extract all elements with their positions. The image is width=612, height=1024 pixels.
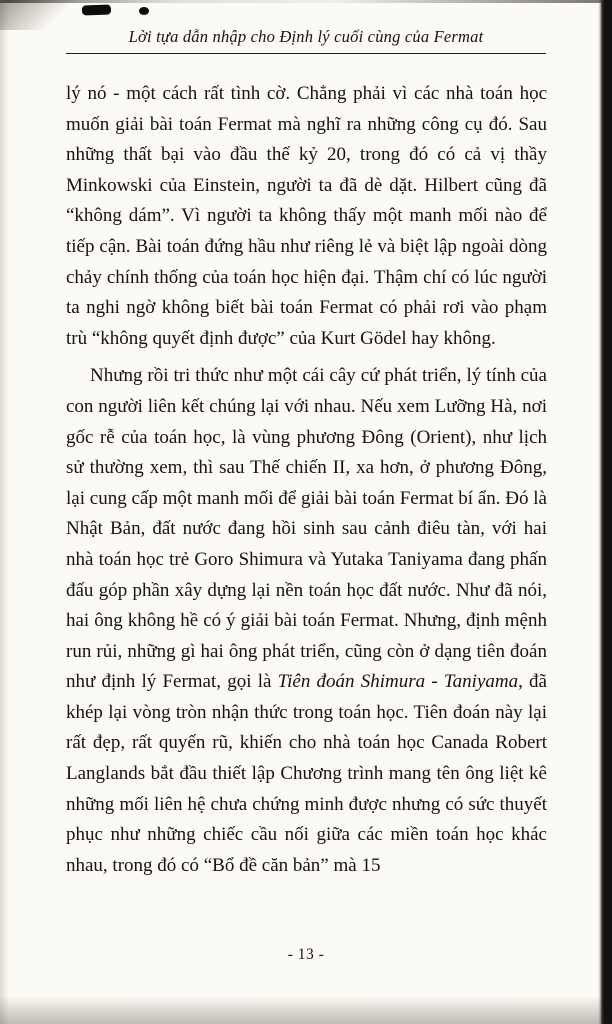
scan-bottom-shadow — [0, 996, 612, 1024]
page-body — [66, 79, 547, 881]
italic-term: Tiên đoán Shimura - Taniyama — [277, 671, 519, 693]
paragraph-2 — [66, 361, 547, 881]
page-number: - 13 - — [287, 946, 325, 963]
scan-ink-mark — [82, 4, 111, 15]
page-header — [66, 27, 546, 54]
text-segment: , đã khép lại vòng tròn nhận thức trong toán học. Tiên đoán này lại rất đẹp, rất quyến rũ, khiến cho nhà toán học Canada Robert Langlands bắt đầu thiết lập Chương trình mang tên ông liệt kê những mối liên hệ chưa chứng minh được nhưng có sức thuyết phục như những chiếc cầu nối giữa các miền toán học khác nhau, trong đó có “Bổ đề căn bản” mà 15 — [66, 671, 547, 876]
text-segment: lý nó - một cách rất tình cờ. Chẳng phải vì các nhà toán học muốn giải bài toán Fermat mà nghĩ ra những công cụ đó. Sau những thất bại vào đầu thế kỷ 20, trong đó có cả vị thầy Minkowski của Einstein, người ta đã dè dặt. Hilbert cũng đã “không dám”. Vì người ta không thấy một manh mối nào để tiếp cận. Bài toán đứng hầu như riêng lẻ và biệt lập ngoài dòng chảy chính thống của toán học hiện đại. Thậm chí có lúc người ta nghi ngờ không biết bài toán Fermat có phải rơi vào phạm trù “không quyết định được” của Kurt Gödel hay không. — [66, 83, 547, 349]
header-rule — [66, 53, 546, 54]
scan-top-edge-artifact — [0, 0, 612, 3]
text-segment: Nhưng rồi tri thức như một cái cây cứ phát triển, lý tính của con người liên kết chúng lại với nhau. Nếu xem Lưỡng Hà, nơi gốc rễ của toán học, là vùng phương Đông (Orient), như lịch sử thường xem, thì sau Thế chiến II, xa hơn, ở phương Đông, lại cung cấp một manh mối để giải bài toán Fermat bí ẩn. Đó là Nhật Bản, đất nước đang hồi sinh sau cảnh điêu tàn, với hai nhà toán học trẻ Goro Shimura và Yutaka Taniyama đang phấn đấu góp phần xây dựng lại nền toán học đất nước. Như đã nói, hai ông không hề có ý giải bài toán Fermat. Nhưng, định mệnh run rủi, những gì hai ông phát triển, cũng còn ở dạng tiên đoán như định lý Fermat, gọi là — [66, 365, 547, 693]
scan-left-shadow — [0, 0, 9, 1024]
scan-ink-mark — [139, 7, 149, 15]
page-footer — [66, 946, 546, 964]
scan-edge-right-artifact — [598, 0, 612, 1024]
scan-corner-shadow — [0, 0, 78, 30]
running-header-title: Lời tựa dẫn nhập cho Định lý cuối cùng của Fermat — [128, 27, 484, 46]
paragraph-1 — [66, 79, 547, 354]
